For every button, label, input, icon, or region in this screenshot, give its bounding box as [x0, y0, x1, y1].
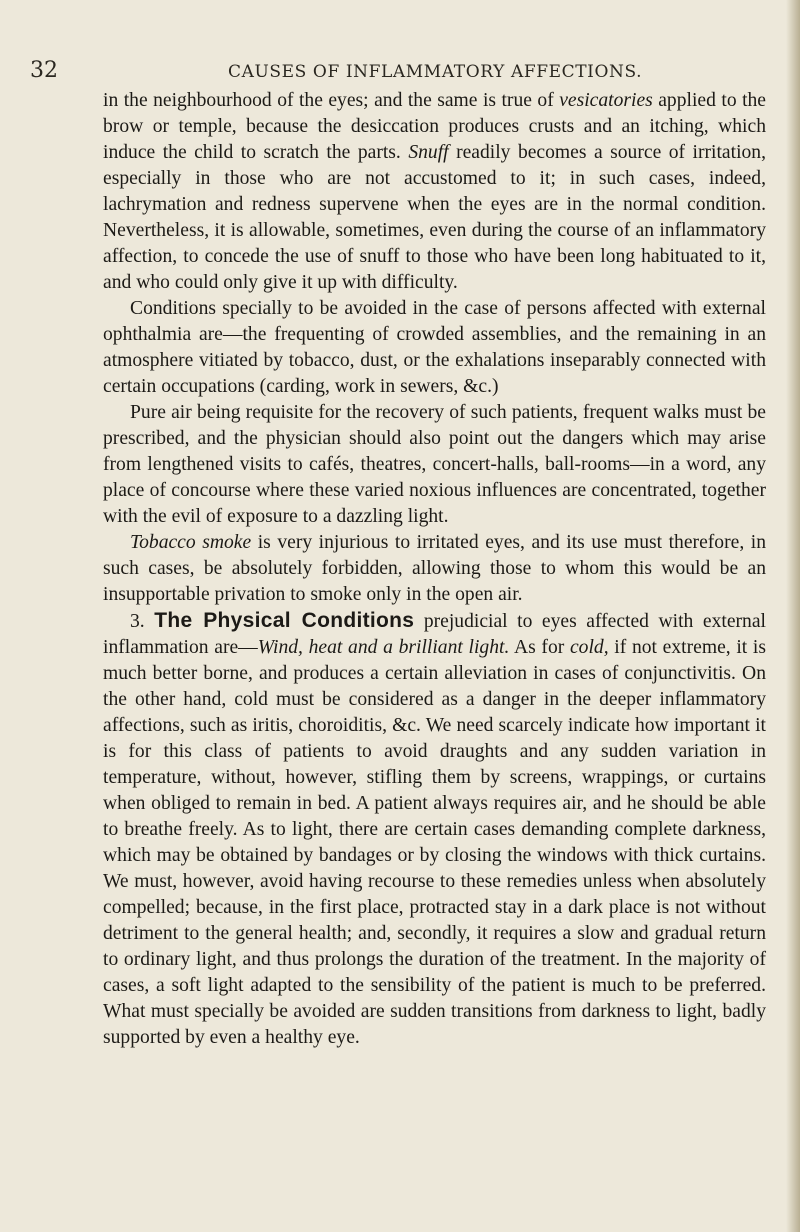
running-title: CAUSES OF INFLAMMATORY AFFECTIONS. — [228, 62, 643, 82]
emphasis-vesicatories: vesicatories — [559, 90, 653, 111]
emphasis-cold: cold, — [569, 637, 609, 658]
emphasis-tobacco-smoke: Tobacco smoke — [130, 532, 252, 553]
paragraph-conditions: Conditions specially to be avoided in the case of persons affected with external ophthalmia are—the frequenting of crowded assemblies, and the remaining in an atmosphere vitiated by tobacco, dust, or the exhalations inseparably connected with certain occupations (carding, work in sewers, &c.) — [103, 298, 766, 397]
section-lead-heading: The Physical Conditions — [154, 609, 415, 632]
page-number: 32 — [30, 58, 58, 83]
body-text — [103, 88, 766, 1051]
paragraph-physical-conditions: 3. The Physical Conditions prejudicial to eyes affected with external inflammation are—Wind, heat and a brilliant light. As for cold, if not extreme, it is much better borne, and produces a certain alleviation in cases of conjunctivitis. On the other hand, cold must be considered as a danger in the deeper inflammatory affections, such as iritis, choroiditis, &c. We need scarcely indicate how important it is for this class of patients to avoid draughts and any sudden variation in temperature, without, however, stifling them by screens, wrappings, or curtains when obliged to remain in bed. A patient always requires air, and he should be able to breathe freely. As to light, there are certain cases demanding complete darkness, which may be obtained by bandages or by closing the windows with thick curtains. We must, however, avoid having recourse to these remedies unless when absolutely compelled; because, in the first place, protracted stay in a dark place is not without detriment to the general health; and, secondly, it requires a slow and gradual return to ordinary light, and thus prolongs the duration of the treatment. In the majority of cases, a soft light adapted to the sensibility of the patient is much to be preferred. What must specially be avoided are sudden transitions from darkness to light, badly supported by even a healthy eye. — [103, 609, 766, 1048]
emphasis-wind-heat-light: Wind, heat and a brilliant light. — [257, 637, 510, 658]
emphasis-snuff: Snuff — [408, 142, 449, 163]
paragraph-tobacco: Tobacco smoke is very injurious to irritated eyes, and its use must therefore, in such cases, be absolutely forbidden, allowing those to whom this would be an insupportable privation to smoke only in the open air. — [103, 532, 766, 605]
paragraph-snuff: in the neighbourhood of the eyes; and the same is true of vesicatories applied to the brow or temple, because the desiccation produces crusts and an itching, which induce the child to scratch the parts. Snuff readily becomes a source of irritation, especially in those who are not accustomed to it; in such cases, indeed, lachrymation and redness supervene when the eyes are in the normal condition. Nevertheless, it is allowable, sometimes, even during the course of an inflammatory affection, to concede the use of snuff to those who have been long habituated to it, and who could only give it up with difficulty. — [103, 90, 767, 293]
paragraph-pure-air: Pure air being requisite for the recovery of such patients, frequent walks must be prescribed, and the physician should also point out the dangers which may arise from lengthened visits to cafés, theatres, concert-halls, ball-rooms—in a word, any place of concourse where these varied noxious influences are concentrated, together with the evil of exposure to a dazzling light. — [103, 402, 766, 527]
page-edge-shadow — [786, 0, 800, 1232]
section-number: 3. — [130, 611, 155, 632]
